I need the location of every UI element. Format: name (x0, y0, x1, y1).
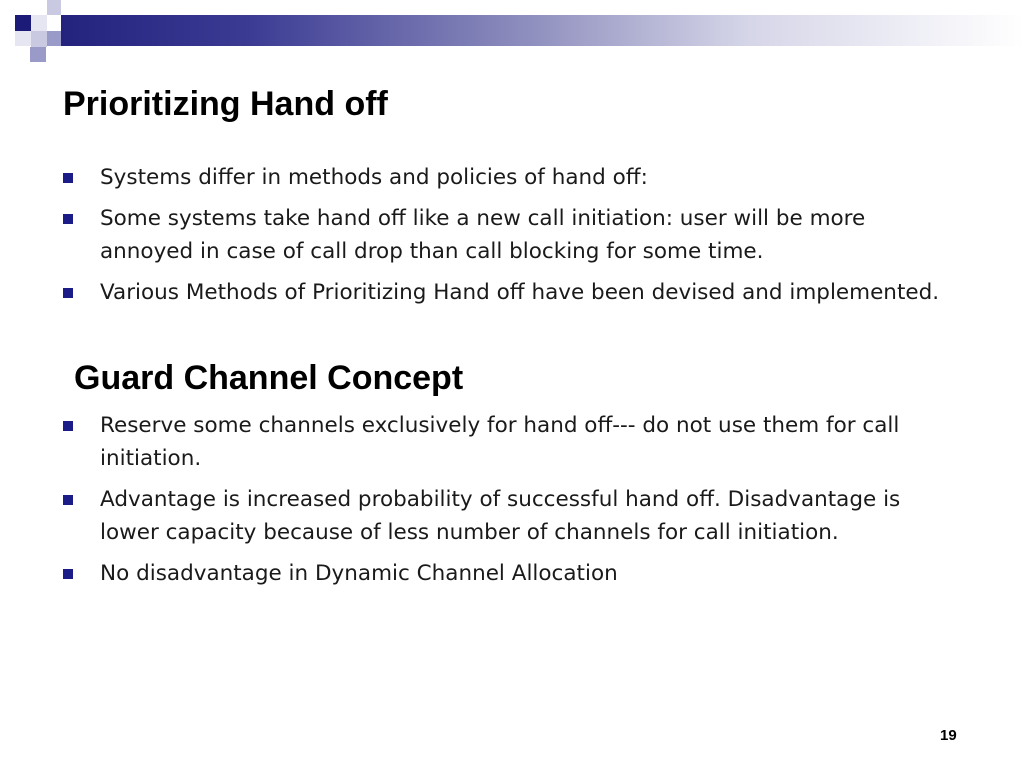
decor-square (47, 31, 61, 46)
list-item (63, 161, 963, 194)
bullet-text: No disadvantage in Dynamic Channel Allocation (100, 561, 618, 586)
header-gradient-band (30, 15, 1024, 46)
square-bullet-icon (63, 495, 73, 505)
bullet-text: Reserve some channels exclusively for hand off--- do not use them for call initiation. (100, 413, 900, 471)
square-bullet-icon (63, 173, 73, 183)
decor-square (15, 31, 31, 46)
page-number: 19 (940, 727, 957, 744)
bullet-text: Systems differ in methods and policies of hand off: (100, 165, 648, 190)
list-item (63, 276, 963, 309)
list-item (63, 202, 963, 268)
list-item (63, 557, 963, 590)
bullet-text: Some systems take hand off like a new call initiation: user will be more annoyed in case of call drop than call blocking for some time. (100, 206, 866, 264)
decor-square (47, 0, 61, 15)
decor-square (0, 15, 15, 31)
square-bullet-icon (63, 421, 73, 431)
square-bullet-icon (63, 214, 73, 224)
list-item (63, 483, 963, 549)
slide-title: Prioritizing Hand off (63, 85, 388, 123)
bullet-text: Advantage is increased probability of successful hand off. Disadvantage is lower capacity because of less number of channels for call initiation. (100, 487, 901, 545)
list-item (63, 409, 963, 475)
decor-square (47, 15, 61, 31)
square-bullet-icon (63, 569, 73, 579)
decor-square (15, 15, 31, 31)
intro-bullet-list (63, 161, 963, 317)
decor-square (30, 47, 46, 62)
square-bullet-icon (63, 288, 73, 298)
decor-square (31, 31, 47, 47)
bullet-text: Various Methods of Prioritizing Hand off have been devised and implemented. (100, 280, 940, 305)
section-heading: Guard Channel Concept (74, 359, 464, 397)
guard-bullet-list (63, 409, 963, 598)
decor-square (31, 15, 47, 31)
